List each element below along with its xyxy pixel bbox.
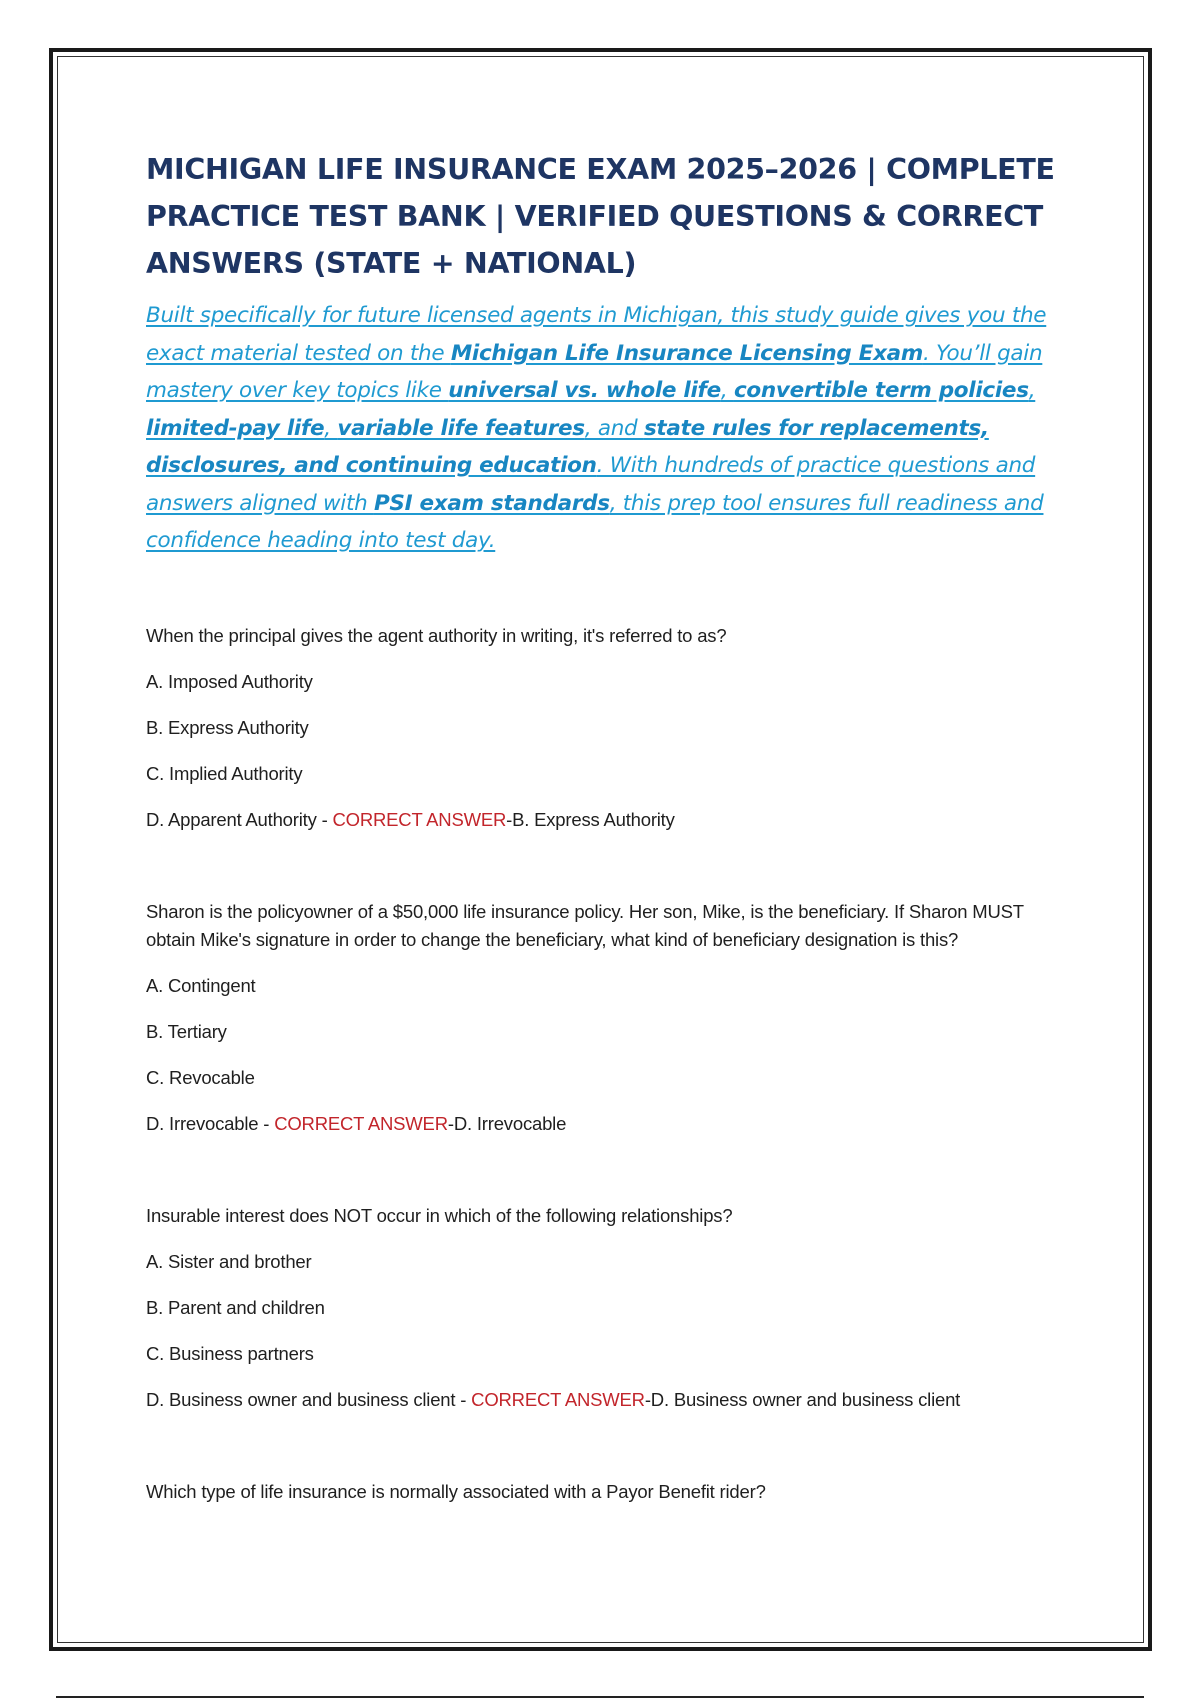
answer-option: B. Parent and children	[146, 1296, 325, 1318]
question-text: Which type of life insurance is normally associated with a Payor Benefit rider?	[146, 1480, 766, 1502]
answer-option: A. Sister and brother	[146, 1250, 312, 1272]
correct-answer-text: -D. Irrevocable	[447, 1112, 567, 1134]
answer-option: C. Business partners	[146, 1342, 314, 1364]
document-content	[146, 146, 1066, 1506]
intro-text: ,	[720, 378, 734, 403]
answer-option: C. Revocable	[146, 1066, 255, 1088]
correct-answer-label: CORRECT ANSWER	[274, 1112, 448, 1134]
question-text: When the principal gives the agent authority in writing, it's referred to as?	[146, 624, 727, 646]
answer-option: A. Imposed Authority	[146, 670, 313, 692]
answer-option-with-key	[146, 1110, 1066, 1138]
correct-answer-text: -D. Business owner and business client	[644, 1388, 961, 1410]
answer-option: A. Contingent	[146, 974, 256, 996]
intro-text: . With hundreds of practice questions and answers aligned with	[146, 453, 1036, 516]
question-block	[146, 898, 1066, 1138]
intro-text: , and	[584, 415, 644, 441]
question-text: Insurable interest does NOT occur in which of the following relationships?	[146, 1204, 733, 1226]
intro-highlight: PSI exam standards	[373, 490, 610, 516]
intro-highlight: variable life features	[337, 415, 585, 441]
question-block	[146, 1478, 1066, 1506]
answer-option-with-key	[146, 1386, 1066, 1414]
intro-highlight: universal vs. whole life	[448, 378, 721, 403]
intro-text: , this prep tool ensures full readiness and confidence heading into test day.	[146, 490, 1044, 553]
question-text: Sharon is the policyowner of a $50,000 life insurance policy. Her son, Mike, is the beneficiary. If Sharon MUST obtain Mike's signature in order to change the beneficiary, what kind of beneficiary designation is this?	[146, 900, 1024, 950]
answer-option-text: D. Irrevocable -	[146, 1112, 275, 1134]
intro-text: . You’ll gain mastery over key topics like	[146, 340, 1043, 403]
answer-option: C. Implied Authority	[146, 762, 303, 784]
intro-highlight: convertible term policies	[733, 378, 1029, 403]
intro-paragraph	[146, 297, 1066, 560]
answer-option: B. Tertiary	[146, 1020, 227, 1042]
intro-highlight: limited-pay life	[146, 415, 325, 441]
question-block	[146, 622, 1066, 834]
intro-highlight: Michigan Life Insurance Licensing Exam	[450, 340, 923, 366]
correct-answer-label: CORRECT ANSWER	[471, 1388, 645, 1410]
intro-text: ,	[324, 415, 338, 441]
document-title: MICHIGAN LIFE INSURANCE EXAM 2025–2026 | COMPLETE PRACTICE TEST BANK | VERIFIED QUESTIONS & CORRECT ANSWERS (STATE + NATIONAL)	[146, 153, 1055, 280]
intro-text: ,	[1028, 378, 1036, 403]
intro-highlight: state rules for replacements, disclosures, and continuing education	[146, 415, 989, 478]
answer-option-with-key	[146, 806, 1066, 834]
answer-option-text: D. Apparent Authority -	[146, 808, 333, 830]
answer-option-text: D. Business owner and business client -	[146, 1388, 472, 1410]
page-bottom-rule	[56, 1696, 1144, 1698]
correct-answer-text: -B. Express Authority	[506, 808, 675, 830]
correct-answer-label: CORRECT ANSWER	[332, 808, 507, 830]
intro-text: Built specifically for future licensed agents in Michigan, this study guide gives you the exact material tested on the	[146, 303, 1047, 366]
answer-option: B. Express Authority	[146, 716, 309, 738]
question-block	[146, 1202, 1066, 1414]
